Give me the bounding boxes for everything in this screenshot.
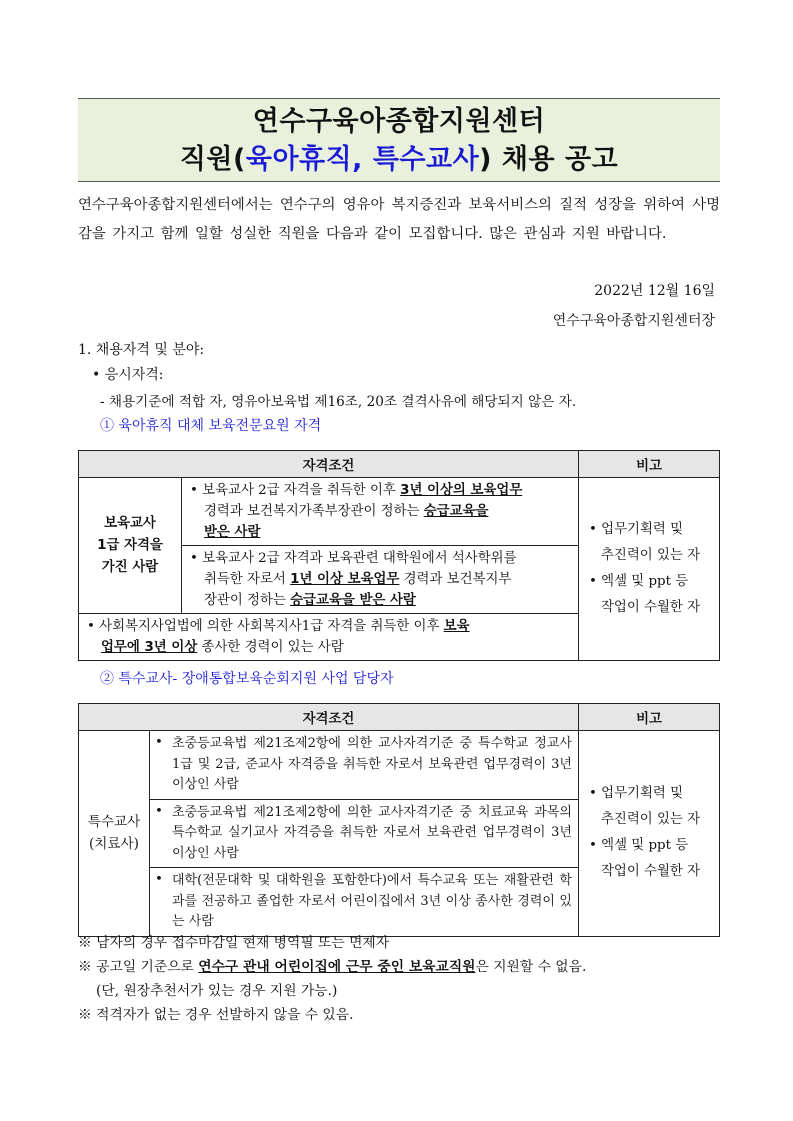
table1-note-3: • 엑셀 및 ppt 등 — [589, 574, 689, 589]
footnote-3: ※ 적격자가 없는 경우 선발하지 않을 수 있음. — [78, 1007, 354, 1023]
table1-row3-emphasis2: 업무에 3년 이상 — [101, 640, 198, 655]
table2-note-4: 작업이 수월한 자 — [601, 864, 701, 880]
announcement-date: 2022년 12월 16일 — [594, 283, 715, 299]
title-suffix: ) 채용 공고 — [479, 144, 619, 175]
table1-category-line2: 1급 자격을 — [97, 537, 163, 553]
table1-row1-emphasis3: 받은 사람 — [204, 525, 261, 540]
intro-paragraph: 연수구육아종합지원센터에서는 연수구의 영유아 복지증진과 보육서비스의 질적 성장을 위하여 사명감을 가지고 함께 일할 성실한 직원을 다음과 같이 모집합니다. 많은 관심과 지원 바랍니다. — [78, 197, 720, 242]
table1-row2-text4: 장관이 정하는 — [204, 593, 291, 608]
table1-row3-emphasis: 보육 — [443, 619, 470, 634]
table1-row2-text3: 경력과 보건복지부 — [399, 572, 512, 587]
table1-row2 — [182, 546, 579, 614]
table2-note-1: • 업무기획력 및 — [589, 786, 684, 802]
section-heading: 1. 채용자격 및 분야: — [78, 342, 205, 358]
table2-note-3: • 엑셀 및 ppt 등 — [589, 838, 689, 854]
table1-header-condition: 자격조건 — [79, 451, 579, 478]
table2-header-note: 비고 — [579, 704, 720, 731]
table2-row3-bullet: • — [150, 868, 169, 937]
table1-row2-emphasis2: 승급교육을 받은 사람 — [290, 593, 416, 608]
table1-row1-emphasis2: 승급교육을 — [423, 504, 489, 519]
title-banner — [78, 98, 720, 182]
table1-note — [579, 478, 720, 661]
table2-row2: 초중등교육법 제21조제2항에 의한 교사자격기준 중 치료교육 과목의 특수학교 실기교사 자격증을 취득한 자로서 보육관련 업무경력이 3년 이상인 사람 — [168, 799, 579, 868]
table1-row3 — [79, 614, 579, 661]
eligibility-criteria: - 채용기준에 적합 자, 영유아보육법 제16조, 20조 결격사유에 해당되지 않은 자. — [100, 394, 577, 410]
table2-row3: 대학(전문대학 및 대학원을 포함한다)에서 특수교육 또는 재활관련 학과를 전공하고 졸업한 자로서 어린이집에서 3년 이상 종사한 경력이 있는 사람 — [168, 868, 579, 937]
table1-row2-emphasis: 1년 이상 보육업무 — [290, 572, 400, 587]
subsection-title-1: ① 육아휴직 대체 보육전문요원 자격 — [100, 418, 322, 434]
table2-row2-bullet: • — [150, 799, 169, 868]
table1-row2-text2: 취득한 자로서 — [204, 572, 291, 587]
table2-category — [79, 731, 150, 937]
table1-row1-emphasis: 3년 이상의 보육업무 — [400, 483, 523, 498]
table2-row1-bullet: • — [150, 731, 169, 800]
footnote-2-text: ※ 공고일 기준으로 — [78, 959, 199, 975]
eligibility-bullet: • 응시자격: — [92, 367, 164, 383]
qualification-table-2 — [78, 703, 720, 937]
signature: 연수구육아종합지원센터장 — [552, 313, 715, 329]
table1-row3-text: • 사회복지사업법에 의한 사회복지사1급 자격을 취득한 이후 — [87, 619, 444, 634]
subsection-title-2: ② 특수교사- 장애통합보육순회지원 사업 담당자 — [100, 671, 394, 687]
table2-note-2: 추진력이 있는 자 — [601, 812, 701, 828]
title-prefix: 직원( — [179, 144, 246, 175]
table1-header-note: 비고 — [579, 451, 720, 478]
table2-category-line1: 특수교사 — [87, 814, 141, 831]
table1-category-line3: 가진 사람 — [101, 559, 159, 575]
table1-note-2: 추진력이 있는 자 — [601, 548, 701, 563]
title-posting — [78, 141, 720, 179]
table1-category-line1: 보육교사 — [104, 515, 156, 531]
table2-row1: 초중등교육법 제21조제2항에 의한 교사자격기준 중 특수학교 정교사 1급 및 2급, 준교사 자격증을 취득한 자로서 보육관련 업무경력이 3년 이상인 사람 — [168, 731, 579, 800]
footnote-1: ※ 남자의 경우 접수마감일 현재 병역필 또는 면제자 — [78, 935, 390, 951]
table1-note-1: • 업무기획력 및 — [589, 522, 684, 537]
table1-row1-text2: 경력과 보건복지가족부장관이 정하는 — [204, 504, 424, 519]
table1-row1-text: • 보육교사 2급 자격을 취득한 이후 — [190, 483, 401, 498]
footnote-2-emphasis: 연수구 관내 어린이집에 근무 중인 보육교직원 — [198, 959, 476, 975]
table2-category-line2: (치료사) — [88, 836, 139, 853]
footnote-2-text2: 은 지원할 수 없음. — [475, 959, 587, 975]
table2-header-condition: 자격조건 — [79, 704, 579, 731]
title-org: 연수구육아종합지원센터 — [252, 106, 546, 137]
table2-note — [579, 731, 720, 937]
table1-category — [79, 478, 182, 614]
table1-note-4: 작업이 수월한 자 — [601, 600, 701, 615]
table1-row2-text: • 보육교사 2급 자격과 보육관련 대학원에서 석사학위를 — [190, 551, 517, 566]
title-positions: 육아휴직, 특수교사 — [245, 144, 480, 175]
table1-row1 — [182, 478, 579, 546]
table1-row3-text2: 종사한 경력이 있는 사람 — [197, 640, 344, 655]
footnote-2 — [78, 955, 586, 975]
footnote-2-sub: (단, 원장추천서가 있는 경우 지원 가능.) — [96, 983, 338, 999]
qualification-table-1 — [78, 450, 720, 661]
